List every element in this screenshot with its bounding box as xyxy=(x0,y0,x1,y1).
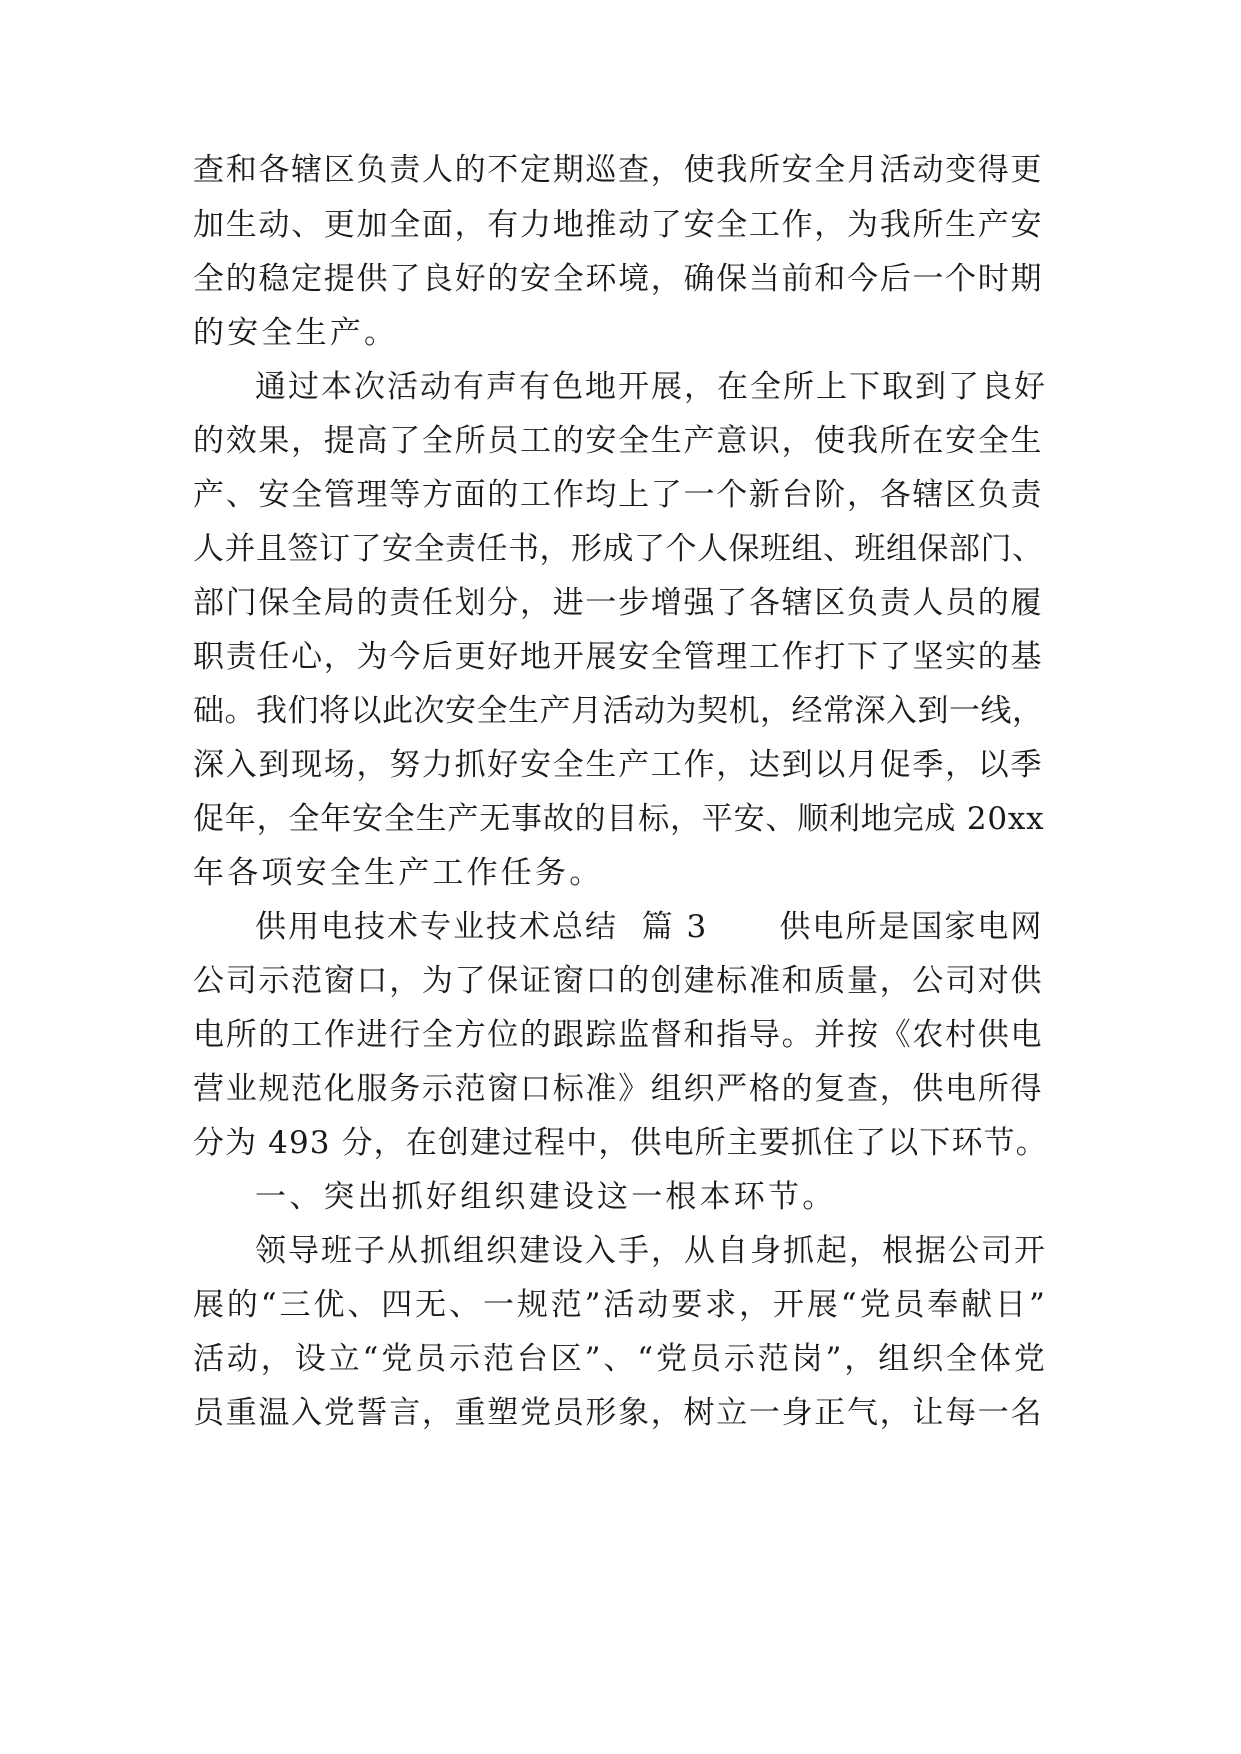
text-line: 职责任心，为今后更好地开展安全管理工作打下了坚实的基 xyxy=(193,639,1044,675)
text-line: 产、安全管理等方面的工作均上了一个新台阶，各辖区负责 xyxy=(193,477,1044,513)
text-line: 促年，全年安全生产无事故的目标，平安、顺利地完成 20xx xyxy=(193,801,1045,837)
text-line: 营业规范化服务示范窗口标准》组织严格的复查，供电所得 xyxy=(193,1071,1044,1107)
text-line: 的效果，提高了全所员工的安全生产意识，使我所在安全生 xyxy=(193,423,1044,459)
text-line: 深入到现场，努力抓好安全生产工作，达到以月促季，以季 xyxy=(193,747,1044,783)
text-line: 电所的工作进行全方位的跟踪监督和指导。并按《农村供电 xyxy=(193,1017,1044,1053)
section-heading-line: 供用电技术专业技术总结 篇 3 供电所是国家电网 xyxy=(255,909,1044,945)
text-line: 全的稳定提供了良好的安全环境，确保当前和今后一个时期 xyxy=(193,261,1044,297)
subheading-line: 一、突出抓好组织建设这一根本环节。 xyxy=(255,1179,837,1215)
text-line: 分为 493 分，在创建过程中，供电所主要抓住了以下环节。 xyxy=(193,1125,1048,1161)
text-line: 部门保全局的责任划分，进一步增强了各辖区负责人员的履 xyxy=(193,585,1044,621)
text-line: 员重温入党誓言，重塑党员形象，树立一身正气，让每一名 xyxy=(193,1395,1044,1431)
text-line: 人并且签订了安全责任书，形成了个人保班组、班组保部门、 xyxy=(193,531,1044,567)
text-line: 础。我们将以此次安全生产月活动为契机，经常深入到一线， xyxy=(193,693,1044,729)
paragraph-first-line: 领导班子从抓组织建设入手，从自身抓起，根据公司开 xyxy=(255,1233,1047,1269)
paragraph-first-line: 通过本次活动有声有色地开展，在全所上下取到了良好 xyxy=(255,369,1047,405)
text-line: 年各项安全生产工作任务。 xyxy=(193,855,604,891)
text-line: 加生动、更加全面，有力地推动了安全工作，为我所生产安 xyxy=(193,207,1044,243)
text-line: 查和各辖区负责人的不定期巡查，使我所安全月活动变得更 xyxy=(193,152,1044,188)
text-line: 的安全生产。 xyxy=(193,315,399,351)
text-line: 展的“三优、四无、一规范”活动要求，开展“党员奉献日” xyxy=(193,1287,1048,1323)
text-line: 活动，设立“党员示范台区”、“党员示范岗”，组织全体党 xyxy=(193,1341,1048,1377)
text-line: 公司示范窗口，为了保证窗口的创建标准和质量，公司对供 xyxy=(193,963,1044,999)
